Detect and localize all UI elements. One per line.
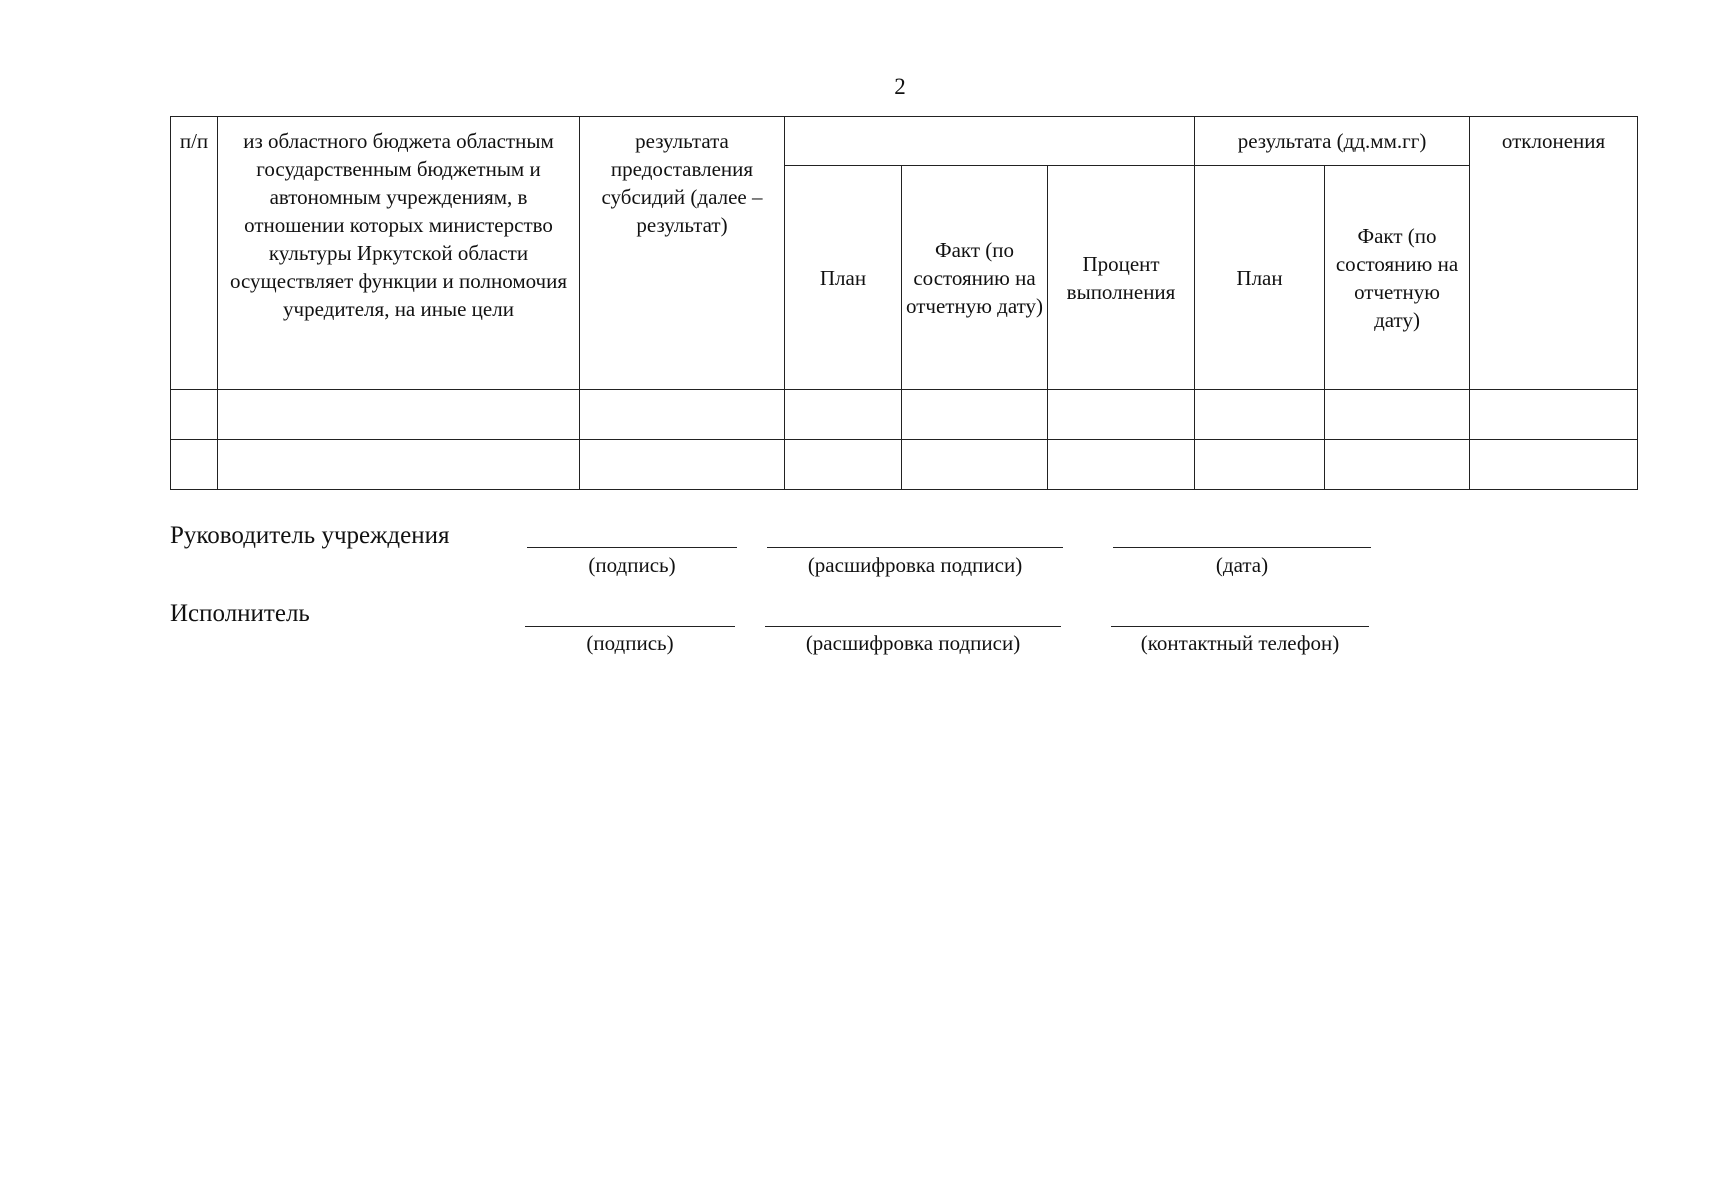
report-table [170,116,1638,490]
executor-signature-caption: (подпись) [586,631,674,655]
table-row [171,390,1638,440]
header-group-2: результата (дд.мм.гг) [1195,117,1470,166]
table-cell[interactable] [1470,390,1638,440]
table-cell[interactable] [1048,440,1195,490]
head-date-line[interactable] [1113,547,1371,548]
table-cell[interactable] [580,390,785,440]
header-subsidy-name: из областного бюджета областным государственным бюджетным и автономным учреждениям, в отношении которых министерство культуры Иркутской области осуществляет функции и полномочия учредителя, на иные цели [218,117,580,390]
table-cell[interactable] [785,390,902,440]
table-cell[interactable] [1325,390,1470,440]
table-header-row [171,117,1638,166]
table-row [171,440,1638,490]
page-number: 2 [894,74,906,99]
subheader-fact-1: Факт (по состоянию на отчетную дату) [902,166,1048,390]
table-cell[interactable] [218,440,580,490]
table-cell[interactable] [171,440,218,490]
executor-decoding-caption: (расшифровка подписи) [805,631,1021,655]
head-of-institution-label: Руководитель учреждения [170,522,450,549]
head-signature-caption: (подпись) [588,553,676,577]
table-cell[interactable] [785,440,902,490]
head-decoding-caption: (расшифровка подписи) [807,553,1023,577]
table-cell[interactable] [1325,440,1470,490]
head-decoding-line[interactable] [767,547,1063,548]
header-group-1 [785,117,1195,166]
head-date-caption: (дата) [1215,553,1269,577]
table-cell[interactable] [1048,390,1195,440]
table-cell[interactable] [902,390,1048,440]
subheader-plan-2: План [1195,166,1325,390]
table-cell[interactable] [1470,440,1638,490]
table-cell[interactable] [1195,390,1325,440]
table-cell[interactable] [580,440,785,490]
head-signature-line[interactable] [527,547,737,548]
executor-label: Исполнитель [170,600,310,627]
executor-phone-caption: (контактный телефон) [1140,631,1340,655]
header-result: результата предоставления субсидий (далее – результат) [580,117,785,390]
table-cell[interactable] [1195,440,1325,490]
subheader-fact-2: Факт (по состоянию на отчетную дату) [1325,166,1470,390]
subheader-plan-1: План [785,166,902,390]
executor-signature-line[interactable] [525,626,735,627]
table-cell[interactable] [902,440,1048,490]
header-deviation: отклонения [1470,117,1638,390]
table-cell[interactable] [218,390,580,440]
table-cell[interactable] [171,390,218,440]
header-pp: п/п [171,117,218,390]
executor-decoding-line[interactable] [765,626,1061,627]
executor-phone-line[interactable] [1111,626,1369,627]
subheader-percent: Процент выполнения [1048,166,1195,390]
